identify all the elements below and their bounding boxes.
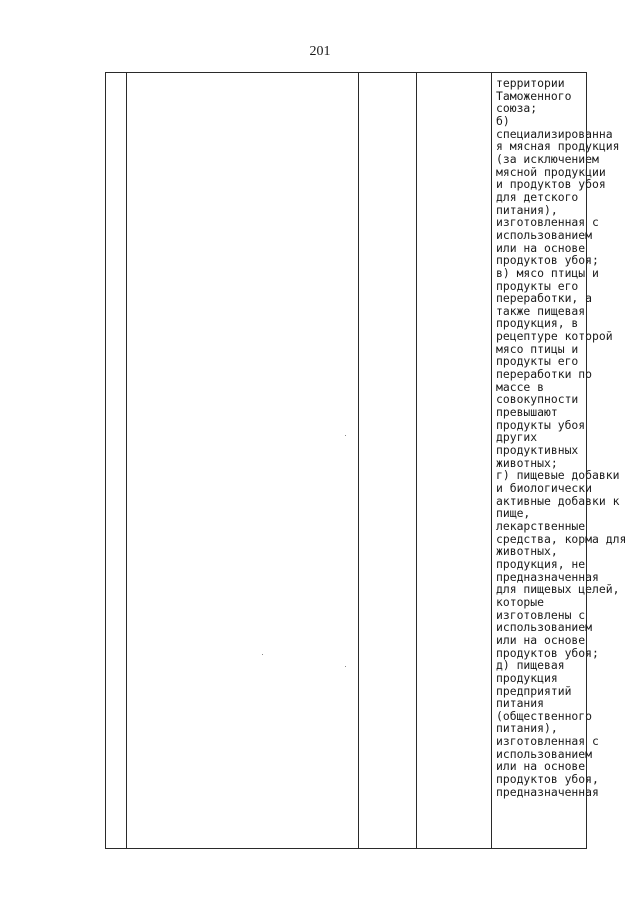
- column-divider-2: [358, 73, 359, 848]
- scan-speck: [262, 654, 263, 655]
- column-divider-4: [491, 73, 492, 848]
- scan-speck: [345, 666, 346, 667]
- document-table: [105, 72, 627, 849]
- page-number: 201: [309, 44, 331, 59]
- table-cell-text: территории Таможенного союза; б) специализированна я мясная продукция (за исключением мясной продукции и продуктов убоя для детского питания), изготовленная с использованием или на основе продуктов убоя; в) мясо птицы и продукты его переработки, а также пищевая продукция, в рецептуре которой мясо птицы и продукты его переработки по массе в совокупности превышают продукты убоя других продуктивных животных; г) пищевые добавки и биологически активные добавки к пище, лекарственные средства, корма для животных, продукция, не предназначенная для пищевых целей, которые изготовлены с использованием или на основе продуктов убоя; д) пищевая продукция предприятий питания (общественного питания), изготовленная с использованием или на основе продуктов убоя, предназначенная: [496, 76, 627, 799]
- column-divider-1: [126, 73, 127, 848]
- column-divider-3: [416, 73, 417, 848]
- scan-speck: [345, 435, 346, 436]
